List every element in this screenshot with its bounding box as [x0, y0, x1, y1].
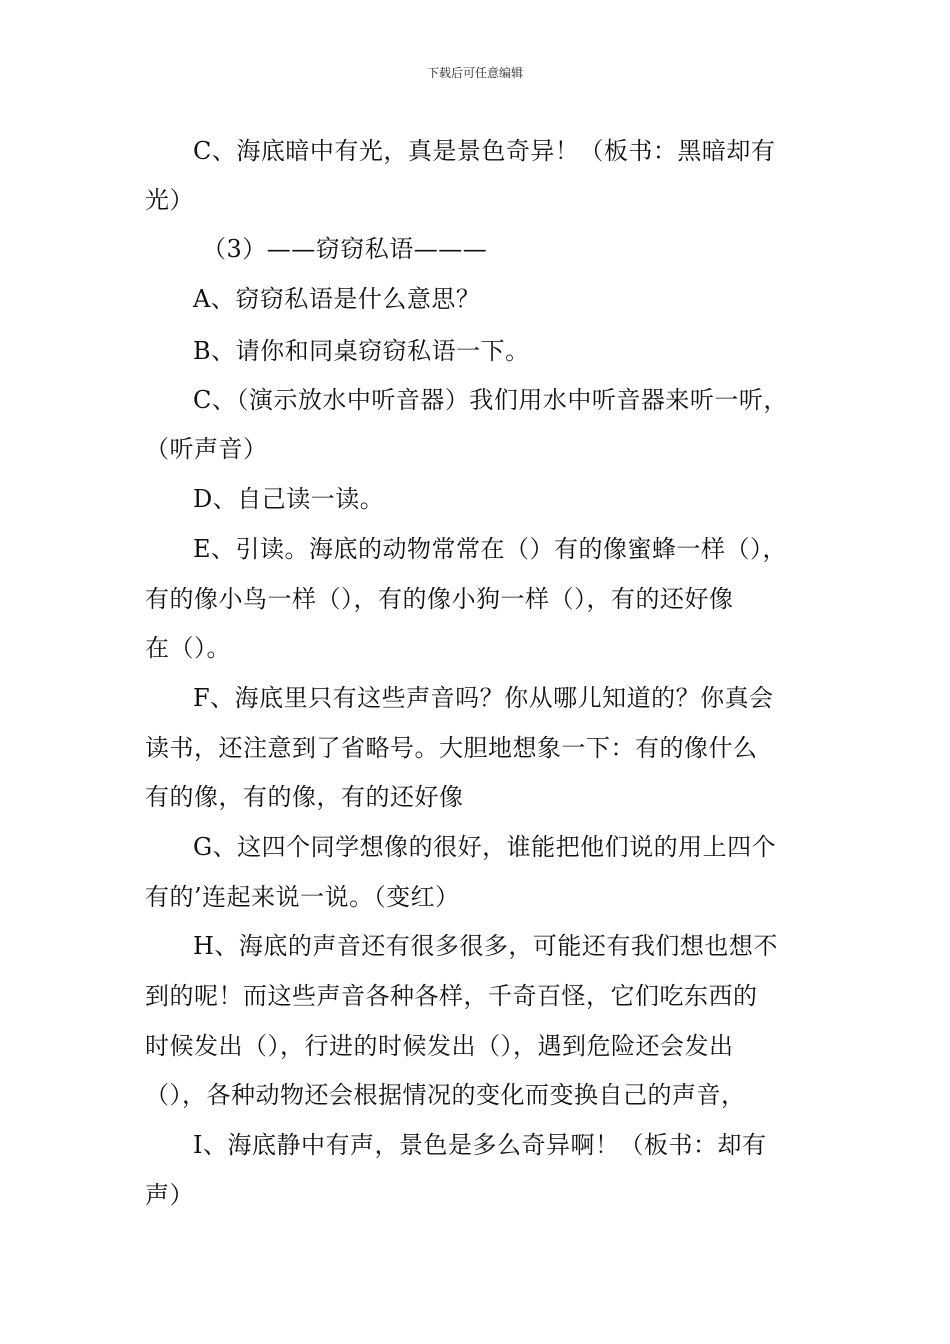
paragraph-line: 光） — [145, 186, 194, 214]
paragraph-line: C、（演示放水中听音器）我们用水中听音器来听一听， — [193, 386, 788, 414]
paragraph-line: 有的像，有的像，有的还好像 — [145, 783, 464, 811]
paragraph-line: F、海底里只有这些声音吗？你从哪儿知道的？你真会 — [193, 684, 774, 712]
paragraph-line: D、自己读一读。 — [193, 485, 385, 513]
paragraph-line: 有的像小鸟一样（），有的像小狗一样（），有的还好像 — [145, 585, 734, 613]
paragraph-line: I、海底静中有声，景色是多么奇异啊！（板书：却有 — [193, 1131, 767, 1159]
paragraph-line: H、海底的声音还有很多很多，可能还有我们想也想不 — [193, 932, 778, 960]
page-header: 下载后可任意编辑 — [426, 66, 523, 80]
section-heading: （3）——窃窃私语——— — [202, 235, 488, 263]
paragraph-line: 声） — [145, 1181, 194, 1209]
paragraph-line: G、这四个同学想像的很好，谁能把他们说的用上四个 — [193, 833, 777, 861]
paragraph-line: 到的呢！而这些声音各种各样，千奇百怪，它们吃东西的 — [145, 982, 758, 1010]
paragraph-line: （听声音） — [145, 435, 268, 463]
paragraph-line: C、海底暗中有光，真是景色奇异！（板书：黑暗却有 — [193, 137, 776, 165]
paragraph-line: E、引读。海底的动物常常在（）有的像蜜蜂一样（）， — [193, 535, 788, 563]
paragraph-line: B、请你和同桌窃窃私语一下。 — [193, 337, 530, 365]
paragraph-line: 有的’连起来说一说。（变红） — [145, 883, 460, 911]
paragraph-line: 时候发出（），行进的时候发出（），遇到危险还会发出 — [145, 1032, 734, 1060]
paragraph-line: A、窃窃私语是什么意思？ — [193, 285, 481, 313]
paragraph-line: 在（）。 — [145, 634, 231, 662]
paragraph-line: 读书，还注意到了省略号。大胆地想象一下：有的像什么 — [145, 734, 758, 762]
paragraph-line: （），各种动物还会根据情况的变化而变换自己的声音， — [145, 1081, 746, 1109]
